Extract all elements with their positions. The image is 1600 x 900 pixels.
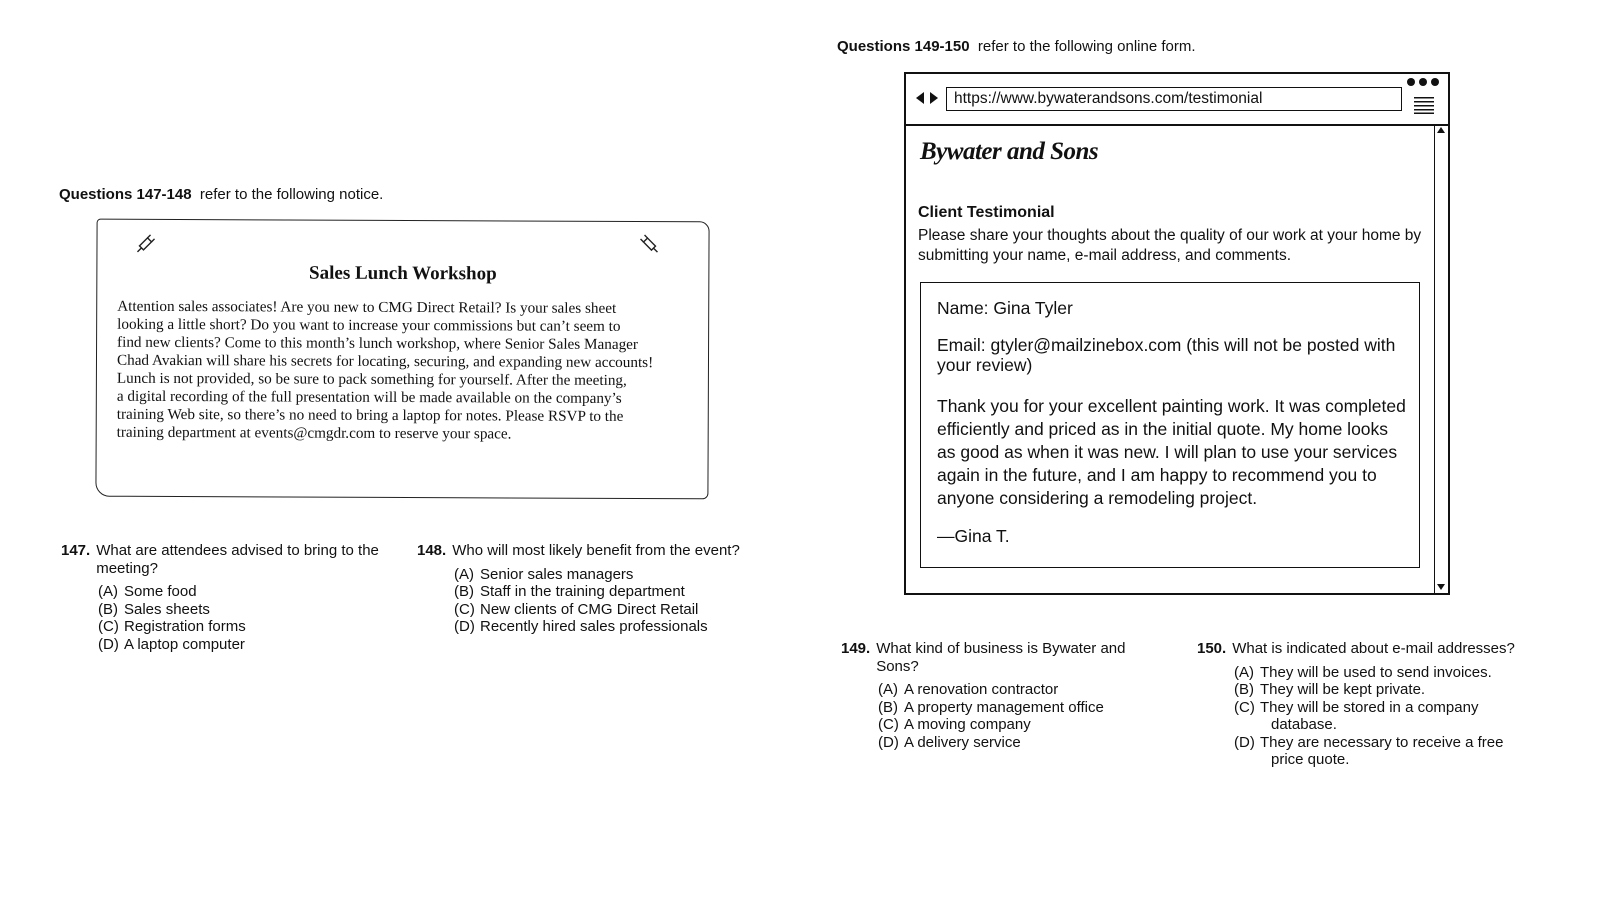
question-range: Questions 149-150 [837,38,970,55]
answer-option-b[interactable]: (B) Staff in the training department [454,583,685,600]
notice-line: training Web site, so there’s no need to bring a laptop for notes. Please RSVP to the [116,405,624,425]
question-stem: Sons? [876,657,919,675]
question-number: 148. [417,542,447,559]
answer-option-d[interactable]: (D) A delivery service [878,733,1021,751]
notice-line: find new clients? Come to this month’s lunch workshop, where Senior Sales Manager [117,333,639,354]
menu-icon[interactable] [1414,96,1434,114]
company-brand: Bywater and Sons [920,138,1099,165]
answer-option-b[interactable]: (B) They will be kept private. [1234,681,1426,698]
question-stem: What kind of business is Bywater and [876,640,1126,657]
signature: —Gina T. [937,526,1010,546]
header-text: refer to the following notice. [199,186,384,203]
question-150 [1197,640,1527,769]
comment-field: Thank you for your excellent painting work. It was completed efficiently and priced as in the initial quote. My home looks as good as when it was new. I will plan to use your services again in the future, and I am happy to recommend you to anyone considering a remodeling project. [937,396,1406,508]
notice-title: Sales Lunch Workshop [309,262,497,285]
notice-line: a digital recording of the full presentation will be made available on the company’s [116,387,622,407]
answer-option-a[interactable]: (A) Senior sales managers [454,565,634,583]
browser-toolbar [906,74,1448,126]
browser-window [904,72,1450,595]
answer-option-b[interactable]: (B) A property management office [878,698,1104,716]
question-149 [841,640,1161,751]
question-number: 149. [841,640,871,657]
scroll-up-icon[interactable] [1436,125,1446,135]
notice-line: Chad Avakian will share his secrets for locating, securing, and expanding new accounts! [116,351,654,372]
answer-option-c[interactable]: (C) New clients of CMG Direct Retail [454,600,699,618]
notice-body [117,298,698,445]
answer-option-a[interactable]: (A) They will be used to send invoices. [1234,663,1492,681]
answer-option-b[interactable]: (B) Sales sheets [98,600,210,618]
question-stem: What is indicated about e-mail addresses? [1232,640,1515,657]
pushpin-icon [637,232,659,254]
answer-option-c[interactable]: (C) They will be stored in a company database. [1234,698,1479,733]
notice-line: Lunch is not provided, so be sure to pack something for yourself. After the meeting, [116,369,627,389]
answer-option-a[interactable]: (A) A renovation contractor [878,681,1059,698]
answer-option-c[interactable]: (C) Registration forms [98,618,246,635]
url-address-bar[interactable]: https://www.bywaterandsons.com/testimonial [946,87,1402,111]
question-147 [61,542,391,653]
notice-line: Attention sales associates! Are you new to CMG Direct Retail? Is your sales sheet [117,297,617,317]
answer-option-c[interactable]: (C) A moving company [878,716,1031,733]
question-stem: meeting? [96,559,158,577]
more-dots-icon[interactable] [1406,77,1440,87]
section-title: Client Testimonial [918,204,1055,221]
header-text: refer to the following online form. [977,38,1196,55]
answer-option-d[interactable]: (D) Recently hired sales professionals [454,618,708,635]
vertical-scrollbar[interactable] [1434,124,1448,593]
notice-line: training department at events@cmgdr.com to reserve your space. [116,423,512,443]
back-forward-arrows-icon[interactable] [914,90,942,106]
scroll-down-icon[interactable] [1436,582,1446,592]
answer-option-d[interactable]: (D) They are necessary to receive a free price quote. [1234,733,1504,768]
question-range: Questions 147-148 [59,186,192,203]
name-field: Name: Gina Tyler [937,298,1073,318]
questions-147-148-header [59,186,383,203]
email-field: Email: gtyler@mailzinebox.com (this will not be posted with your review) [937,335,1396,375]
question-number: 150. [1197,640,1227,657]
answer-option-a[interactable]: (A) Some food [98,583,197,600]
question-stem: What are attendees advised to bring to the [96,542,379,559]
notice-line: looking a little short? Do you want to increase your commissions but can’t seem to [117,315,621,335]
question-stem: Who will most likely benefit from the event? [452,542,740,559]
question-number: 147. [61,542,91,559]
section-description: Please share your thoughts about the quality of our work at your home by submitting your name, e-mail address, and comments. [918,227,1422,264]
notice-card [95,219,709,500]
pushpin-icon [135,232,157,254]
testimonial-form [920,282,1420,568]
question-148 [417,542,757,636]
questions-149-150-header [837,38,1196,55]
answer-option-d[interactable]: (D) A laptop computer [98,635,245,653]
